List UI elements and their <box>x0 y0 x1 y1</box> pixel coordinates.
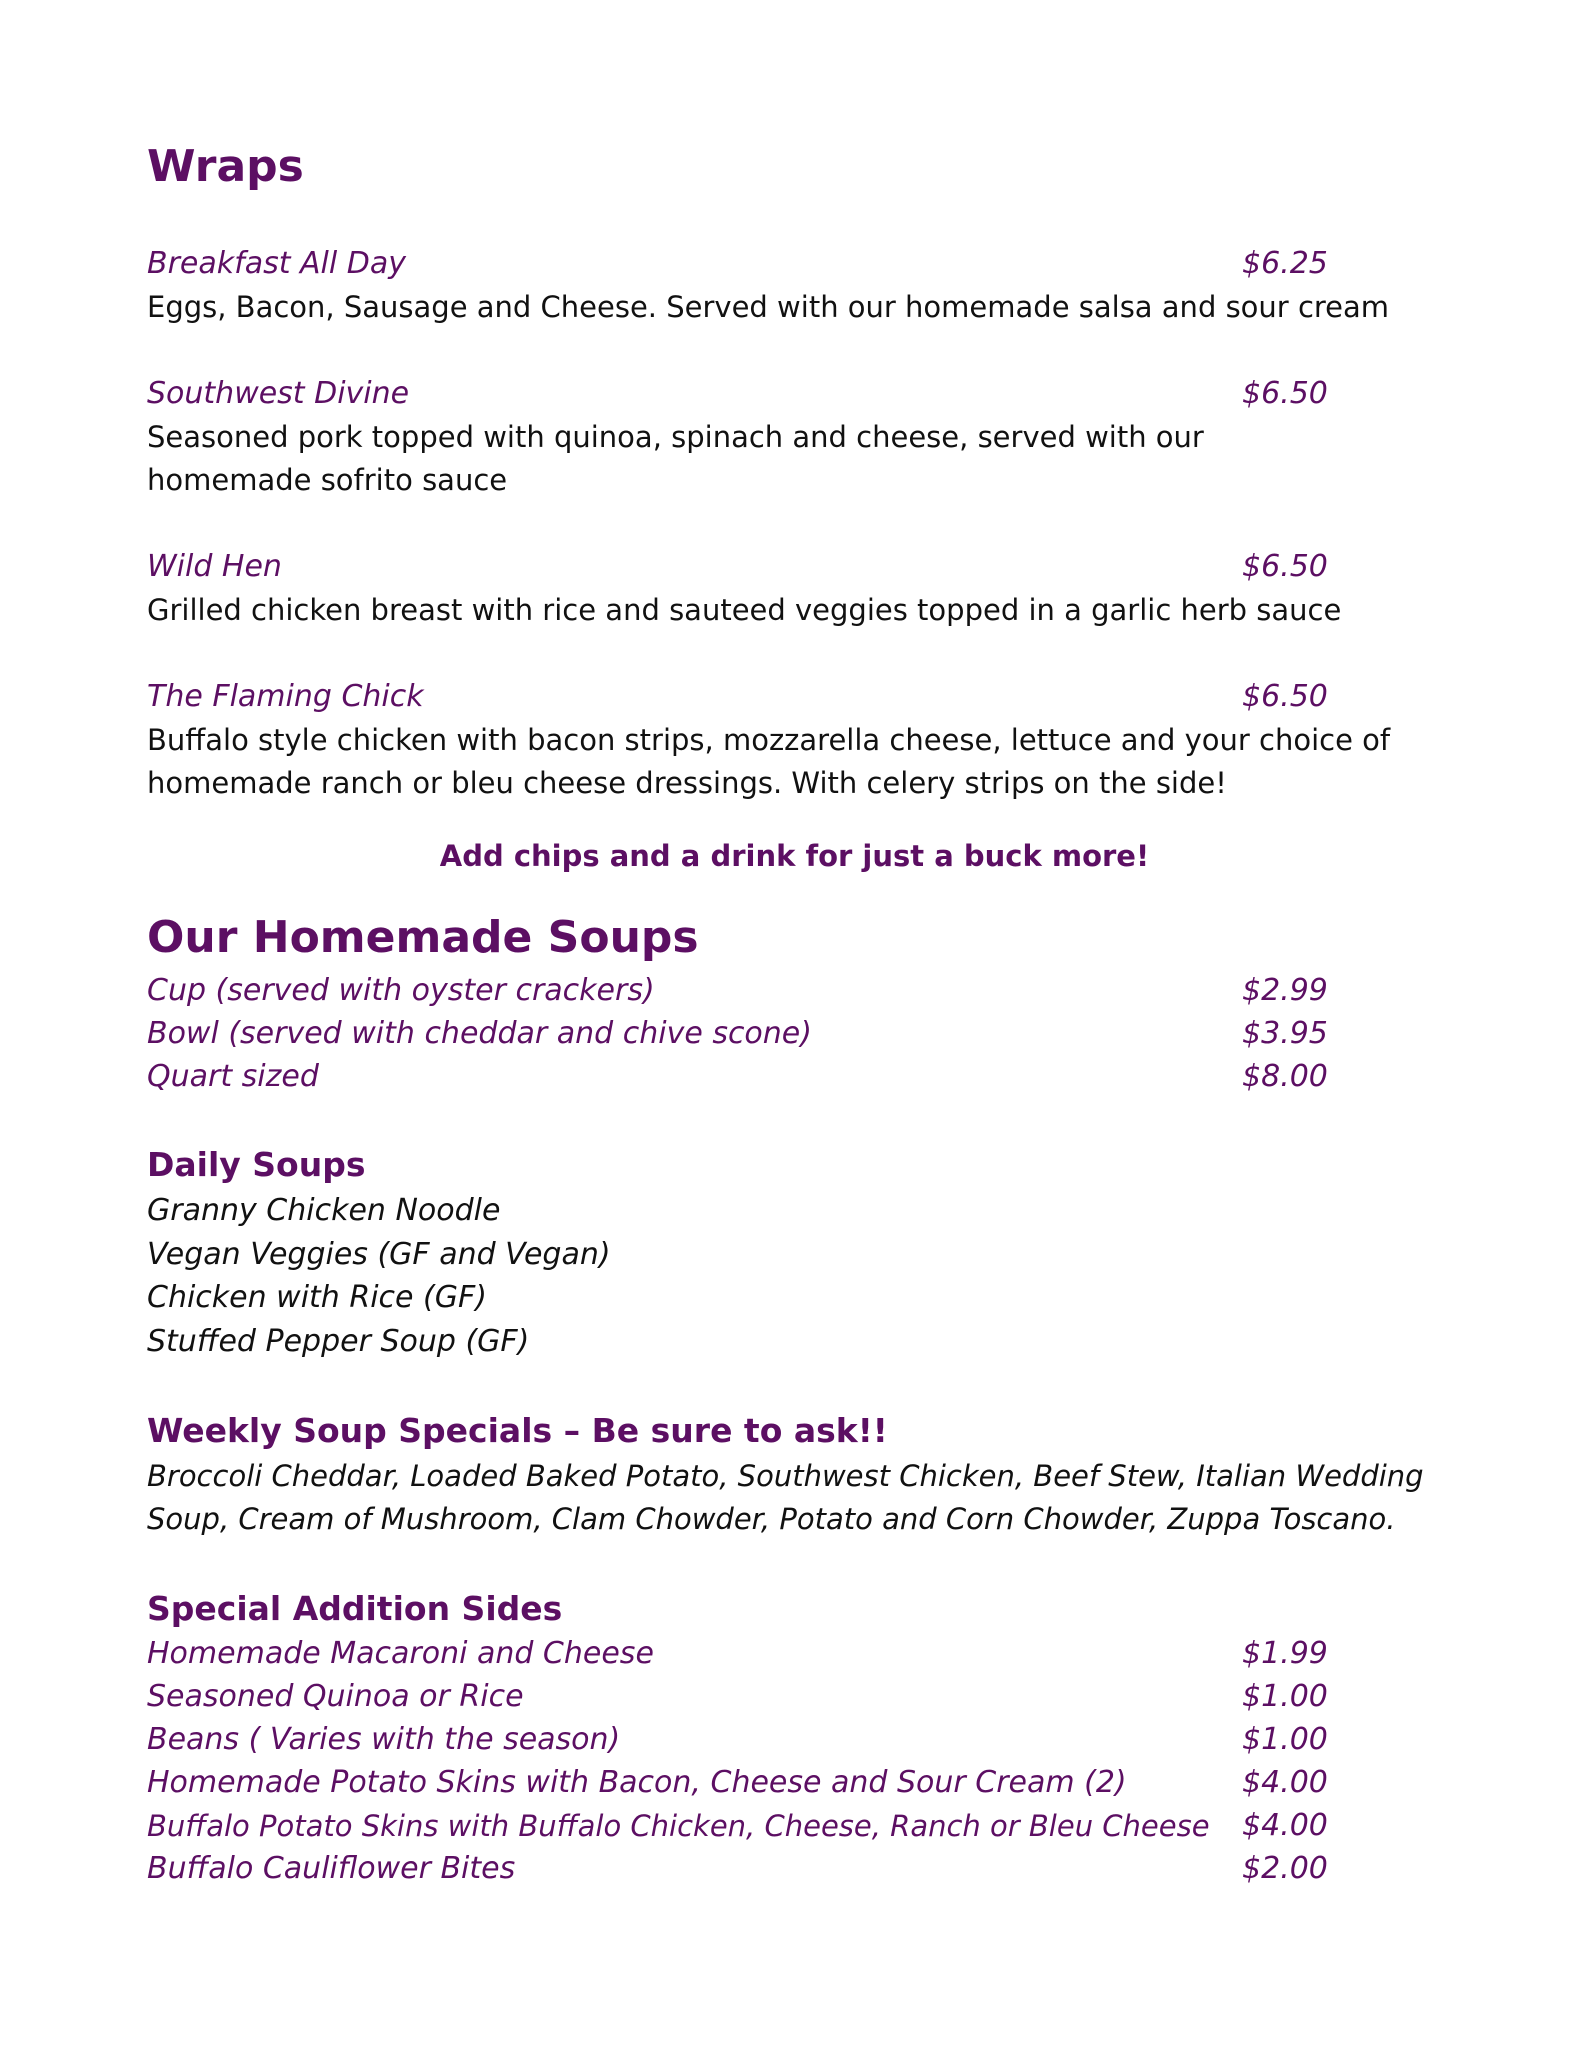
item-price: $1.99 <box>1242 1636 1328 1671</box>
side-item <box>147 1632 1327 1676</box>
item-name: Quart sized <box>147 1059 319 1094</box>
item-price: $6.25 <box>1242 246 1328 281</box>
side-item <box>147 1847 1327 1891</box>
menu-page <box>147 0 1447 2048</box>
item-price: $1.00 <box>1242 1679 1328 1714</box>
soup-size-quart <box>147 1055 1327 1099</box>
soups-heading: Our Homemade Soups <box>147 912 699 963</box>
soup-size-bowl <box>147 1012 1327 1056</box>
item-name: The Flaming Chick <box>147 679 424 714</box>
wraps-heading: Wraps <box>147 141 304 192</box>
side-item <box>147 1718 1327 1762</box>
item-name: Buffalo Potato Skins with Buffalo Chicken, Cheese, Ranch or Bleu Cheese <box>147 1809 1210 1843</box>
item-name: Breakfast All Day <box>147 246 406 281</box>
item-description: Seasoned pork topped with quinoa, spinach and cheese, served with our homemade sofrito sauce <box>147 420 1204 497</box>
item-name: Buffalo Cauliflower Bites <box>147 1851 516 1886</box>
item-name: Southwest Divine <box>147 376 410 411</box>
item-description: Buffalo style chicken with bacon strips, mozzarella cheese, lettuce and your choice of homemade ranch or bleu cheese dressings. With celery strips on the side! <box>147 723 1391 800</box>
sides-heading: Special Addition Sides <box>147 1589 563 1628</box>
item-name: Homemade Macaroni and Cheese <box>147 1636 654 1671</box>
wrap-item-wild-hen <box>147 545 1327 589</box>
daily-soups-list <box>147 1189 611 1363</box>
item-name: Cup (served with oyster crackers) <box>147 973 655 1008</box>
side-item <box>147 1675 1327 1719</box>
item-price: $1.00 <box>1242 1722 1328 1757</box>
item-price: $4.00 <box>1242 1808 1328 1843</box>
weekly-specials-text: Broccoli Cheddar, Loaded Baked Potato, Southwest Chicken, Beef Stew, Italian Wedding Soup, Cream of Mushroom, Clam Chowder, Potato and Corn Chowder, Zuppa Toscano. <box>147 1459 1424 1536</box>
list-item: Chicken with Rice (GF) <box>147 1280 487 1315</box>
side-item <box>147 1804 1327 1848</box>
wrap-item-the-flaming-chick <box>147 675 1327 719</box>
item-description: Grilled chicken breast with rice and sauteed veggies topped in a garlic herb sauce <box>147 593 1342 627</box>
list-item: Vegan Veggies (GF and Vegan) <box>147 1236 611 1272</box>
item-price: $6.50 <box>1242 549 1328 584</box>
item-name: Bowl (served with cheddar and chive scone) <box>147 1016 812 1051</box>
wrap-item-southwest-divine <box>147 372 1327 416</box>
item-name: Seasoned Quinoa or Rice <box>147 1679 524 1714</box>
wraps-promo: Add chips and a drink for just a buck more! <box>439 839 1150 873</box>
soup-size-cup <box>147 969 1327 1013</box>
weekly-specials-heading: Weekly Soup Specials – Be sure to ask!! <box>147 1411 888 1450</box>
item-price: $6.50 <box>1242 679 1328 714</box>
item-price: $6.50 <box>1242 376 1328 411</box>
list-item: Granny Chicken Noodle <box>147 1193 501 1228</box>
item-price: $2.00 <box>1242 1851 1328 1886</box>
item-price: $2.99 <box>1242 973 1328 1008</box>
item-description: Eggs, Bacon, Sausage and Cheese. Served with our homemade salsa and sour cream <box>147 290 1390 324</box>
side-item <box>147 1761 1327 1805</box>
item-price: $8.00 <box>1242 1059 1328 1094</box>
item-price: $4.00 <box>1242 1765 1328 1800</box>
daily-soups-heading: Daily Soups <box>147 1145 366 1184</box>
item-price: $3.95 <box>1242 1016 1328 1051</box>
item-name: Beans ( Varies with the season) <box>147 1722 621 1757</box>
item-name: Homemade Potato Skins with Bacon, Cheese and Sour Cream (2) <box>147 1765 1127 1800</box>
item-name: Wild Hen <box>147 549 282 584</box>
list-item: Stuffed Pepper Soup (GF) <box>147 1323 530 1359</box>
wrap-item-breakfast-all-day <box>147 242 1327 286</box>
